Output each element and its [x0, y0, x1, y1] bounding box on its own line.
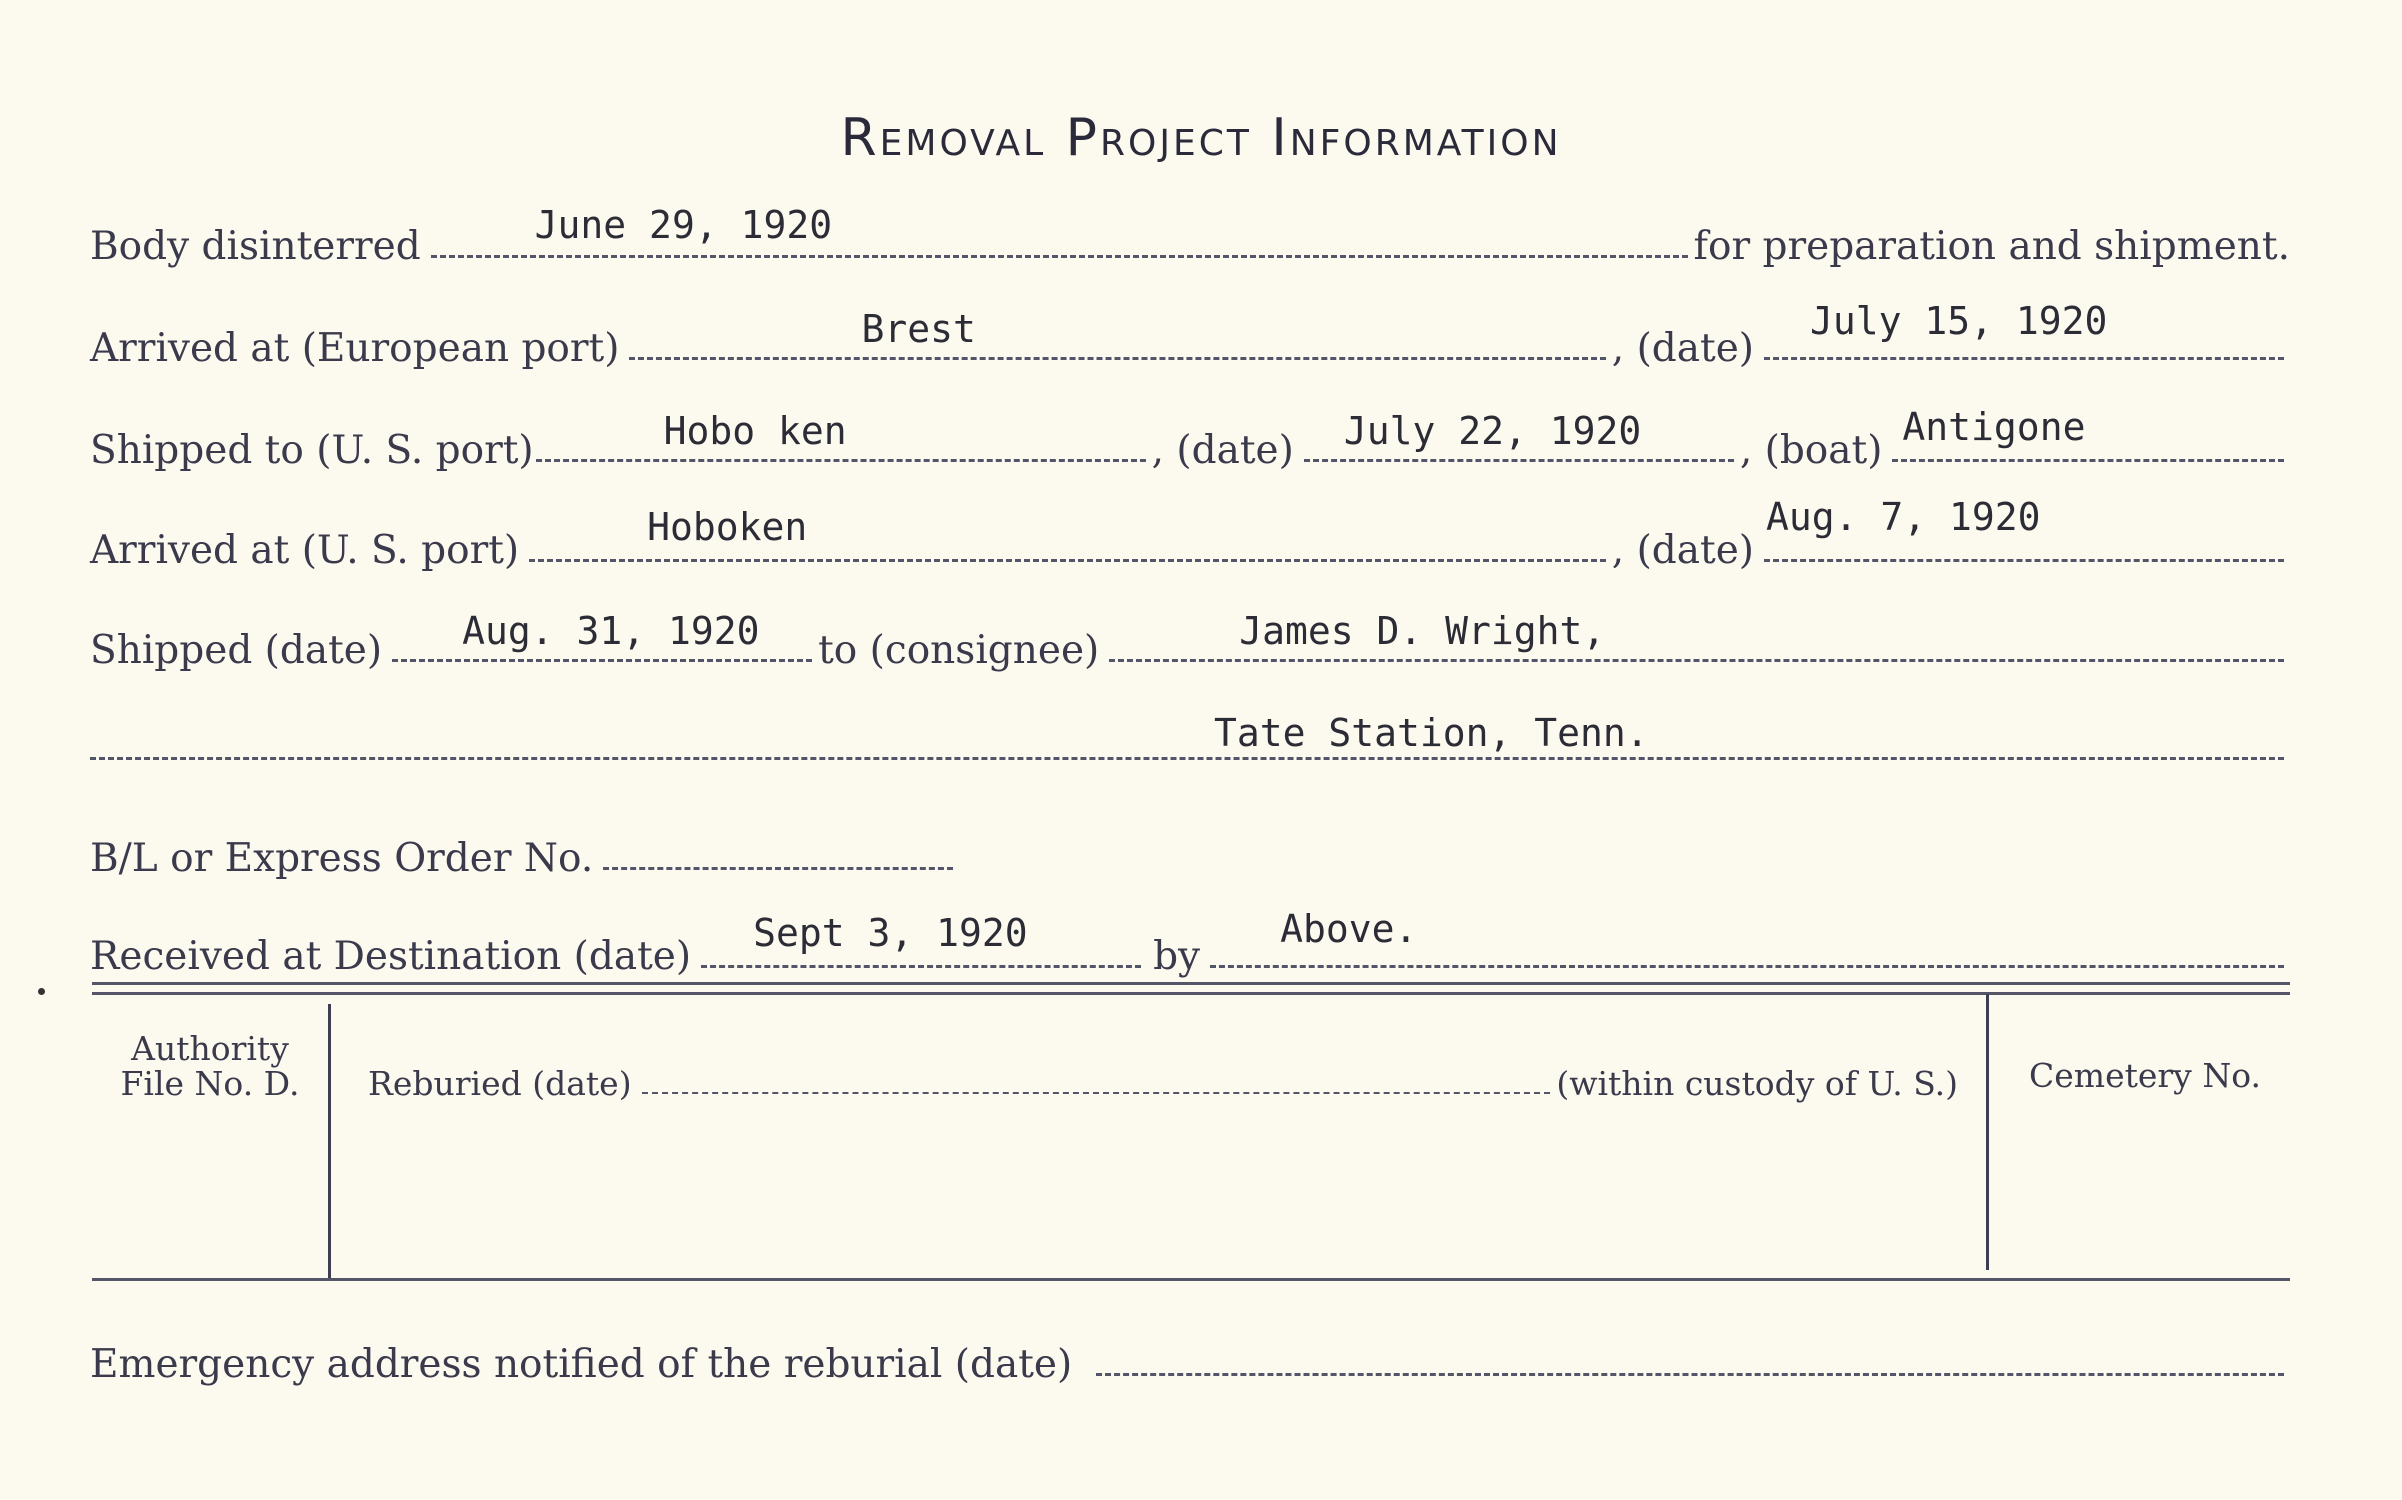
boat-field[interactable] [1892, 399, 2284, 462]
row-emergency [90, 1316, 2290, 1386]
punch-mark [38, 988, 45, 995]
received-by-value: Above. [1280, 907, 1418, 951]
table-top-rule-1 [92, 982, 2290, 985]
emergency-date-field[interactable] [1096, 1313, 2284, 1376]
bl-order-field[interactable] [603, 807, 953, 870]
reburied-date-field[interactable] [642, 1048, 1551, 1094]
cemetery-no-label: Cemetery No. [2029, 1056, 2261, 1095]
cemetery-no-field[interactable] [2000, 1110, 2290, 1260]
reburied-label: Reburied (date) [368, 1064, 632, 1103]
body-disinterred-label: Body disinterred [90, 224, 421, 269]
table-top-rule-2 [92, 992, 2290, 995]
file-no-label: File No. D. [120, 1063, 300, 1103]
european-port-value: Brest [861, 307, 976, 351]
received-date-value: Sept 3, 1920 [753, 911, 1028, 955]
table-divider-right [1986, 994, 1989, 1270]
shipped-date-field[interactable] [392, 599, 812, 662]
shipped-date-label: , (date) [1151, 428, 1294, 473]
row-received [90, 908, 2290, 978]
reburied-row [368, 1046, 1958, 1102]
table-divider-left [328, 1004, 331, 1280]
boat-value: Antigone [1902, 405, 2086, 449]
shipment-suffix-label: for preparation and shipment. [1693, 224, 2290, 269]
shipped-us-label: Shipped to (U. S. port) [90, 428, 534, 473]
emergency-label: Emergency address notified of the reburial (date) [90, 1342, 1073, 1387]
body-disinterred-value: June 29, 1920 [534, 203, 833, 247]
form-title: Removal Project Information [840, 108, 1562, 168]
bl-order-label: B/L or Express Order No. [90, 836, 594, 881]
row-body-disinterred [90, 198, 2290, 268]
row-arrived-european [90, 300, 2290, 370]
european-date-value: July 15, 1920 [1810, 299, 2108, 343]
authority-cell [110, 1029, 310, 1103]
consignee-value: James D. Wright, [1239, 609, 1606, 653]
arrived-us-date-field[interactable] [1764, 495, 2284, 562]
arrived-us-port-field[interactable] [529, 499, 1606, 562]
consignee-address-field[interactable] [90, 697, 2284, 760]
consignee-address-value: Tate Station, Tenn. [1214, 711, 1649, 755]
arrived-us-label: Arrived at (U. S. port) [90, 528, 520, 573]
shipped-date-main-label: Shipped (date) [90, 628, 383, 673]
received-date-field[interactable] [701, 905, 1141, 968]
received-by-field[interactable] [1210, 905, 2284, 968]
consignee-field[interactable] [1109, 599, 2284, 662]
row-shipped-date [90, 602, 2290, 672]
arrived-us-date-value: Aug. 7, 1920 [1766, 495, 2041, 539]
row-consignee-address [90, 700, 2290, 770]
us-port-value: Hobo ken [663, 409, 847, 453]
table-bottom-rule [92, 1278, 2290, 1281]
received-label: Received at Destination (date) [90, 934, 692, 979]
us-port-field[interactable] [536, 399, 1146, 462]
arrived-european-label: Arrived at (European port) [90, 326, 620, 371]
authority-label: Authority [131, 1029, 289, 1068]
row-bl-order [90, 810, 2290, 880]
boat-label: , (boat) [1739, 428, 1883, 473]
shipped-us-date-value: July 22, 1920 [1343, 409, 1642, 453]
shipped-date-value: Aug. 31, 1920 [462, 609, 760, 653]
arrived-us-port-value: Hoboken [647, 505, 808, 549]
custody-label: (within custody of U. S.) [1556, 1064, 1958, 1103]
row-shipped-us [90, 402, 2290, 472]
consignee-label: to (consignee) [818, 628, 1100, 673]
received-by-label: by [1153, 934, 1201, 979]
shipped-us-date-field[interactable] [1304, 399, 1734, 462]
arrived-us-date-label: , (date) [1611, 528, 1754, 573]
european-date-field[interactable] [1764, 297, 2284, 360]
row-arrived-us [90, 495, 2290, 573]
european-date-label: , (date) [1611, 326, 1754, 371]
european-port-field[interactable] [629, 297, 1605, 360]
body-disinterred-field[interactable] [431, 195, 1688, 258]
